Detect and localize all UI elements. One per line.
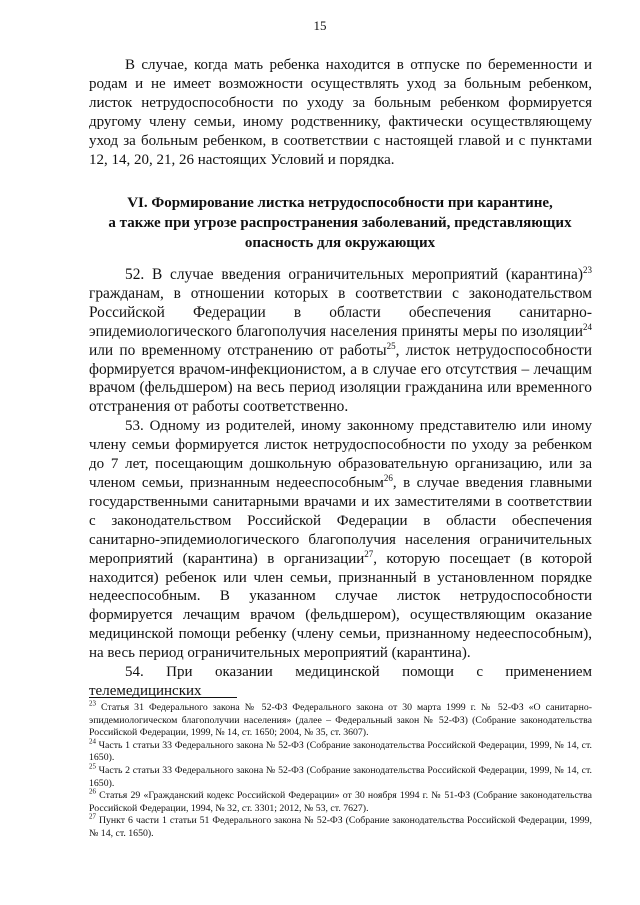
- paragraph-53-text-2: , в случае введения главными государственными санитарными врачами и их заместителями в соответствии с законодательством Российской Федерации в области обеспечения санитарно-эпидемиологического благополучия населения ограничительных мероприятий (карантина) в организации: [89, 474, 592, 567]
- footnote-mark-23: 23: [89, 699, 96, 708]
- footnote-24: [89, 737, 592, 765]
- footnote-divider: [89, 697, 237, 698]
- footnote-ref-27[interactable]: 27: [364, 548, 374, 559]
- footnote-mark-26: 26: [89, 787, 96, 796]
- section-heading: [80, 193, 600, 253]
- footnote-mark-27: 27: [89, 813, 96, 822]
- paragraph-52-text-2: гражданам, в отношении которых в соответствии с законодательством Российской Федерации в области обеспечения санитарно-эпидемиологического благополучия населения приняты меры по изоляции: [89, 284, 592, 340]
- paragraph-54-text-1: 54. При оказании медицинской помощи с применением телемедицинских: [89, 664, 592, 699]
- footnote-27: [89, 815, 592, 840]
- footnote-26: [89, 787, 592, 815]
- footnote-25: [89, 762, 592, 790]
- intro-block: [89, 56, 592, 169]
- paragraph-53: [89, 417, 592, 663]
- paragraph-53-text-3: , которую посещает (в которой находится) ребенок или член семьи, признанный в установленном порядке недееспособным. В указанном случае листок нетрудоспособности формируется лечащим врачом (фельдшером), осуществляющим оказание медицинской помощи ребенку (члену семьи, признанному недееспособным), на весь период ограничительных мероприятий (карантина).: [89, 550, 592, 662]
- paragraph-52-text-4: , листок нетрудоспособности формируется врачом-инфекционистом, а в случае его отсутствия – лечащим врачом (фельдшером) на весь период изоляции гражданина или временного отстранения от работы соответственно.: [89, 341, 592, 416]
- footnote-ref-24[interactable]: 24: [583, 321, 592, 332]
- footnote-ref-26[interactable]: 26: [383, 472, 393, 483]
- page-number: 15: [313, 18, 327, 33]
- section-heading-line-3: опасность для окружающих: [244, 235, 436, 251]
- footnote-ref-23[interactable]: 23: [583, 264, 592, 275]
- footnote-text-23: Статья 31 Федерального закона № 52-ФЗ Федерального закона от 30 марта 1999 г. № 52-ФЗ «О санитарно-эпидемиологическом благополучии населения» (далее – Федеральный закон № 52-ФЗ) (Собрание законодательства Российской Федерации, 1999, № 14, ст. 1650; 2004, № 35, ст. 3607).: [89, 702, 592, 739]
- footnote-text-26: Статья 29 «Гражданский кодекс Российской Федерации» от 30 ноября 1994 г. № 51-ФЗ (Собрание законодательства Российской Федерации, 1994, № 32, ст. 3301; 2012, № 53, ст. 7627).: [89, 790, 592, 814]
- paragraph-53-text-1: 53. Одному из родителей, иному законному представителю или иному члену семьи формируется листок нетрудоспособности по уходу за ребенком до 7 лет, посещающим дошкольную образовательную организацию, или за членом семьи, признанным недееспособным: [89, 418, 592, 491]
- paragraph-52: [89, 266, 592, 417]
- paragraph-52-text-1: 52. В случае введения ограничительных мероприятий (карантина): [125, 266, 583, 283]
- footnote-ref-25[interactable]: 25: [386, 340, 396, 351]
- footnote-mark-25: 25: [89, 762, 96, 771]
- footnote-text-24: Часть 1 статьи 33 Федерального закона № 52-ФЗ (Собрание законодательства Российской Федерации, 1999, № 14, ст. 1650).: [89, 739, 592, 764]
- paragraph-52-text-3: или по временному отстранению от работы: [89, 341, 387, 359]
- intro-paragraph: В случае, когда мать ребенка находится в отпуске по беременности и родам и не имеет возможности осуществлять уход за больным ребенком, листок нетрудоспособности по уходу за больным ребенком формируется другому члену семьи, иному родственнику, фактически осуществляющему уход за больным ребенком, в соответствии с настоящей главой и с пунктами 12, 14, 20, 21, 26 настоящих Условий и порядка.: [89, 57, 592, 168]
- footnote-text-25: Часть 2 статьи 33 Федерального закона № 52-ФЗ (Собрание законодательства Российской Федерации, 1999, № 14, ст. 1650).: [89, 764, 592, 789]
- footnotes: [89, 699, 592, 841]
- main-text-block: [89, 266, 592, 701]
- footnote-text-27: Пункт 6 части 1 статьи 51 Федерального закона № 52-ФЗ (Собрание законодательства Российской Федерации, 1999, № 14, ст. 1650).: [89, 815, 592, 839]
- paragraph-54: [89, 663, 592, 701]
- footnote-23: [89, 699, 592, 740]
- section-heading-line-2: а также при угрозе распространения заболеваний, представляющих: [108, 215, 572, 231]
- section-heading-line-1: VI. Формирование листка нетрудоспособности при карантине,: [127, 195, 553, 211]
- footnote-mark-24: 24: [89, 737, 96, 746]
